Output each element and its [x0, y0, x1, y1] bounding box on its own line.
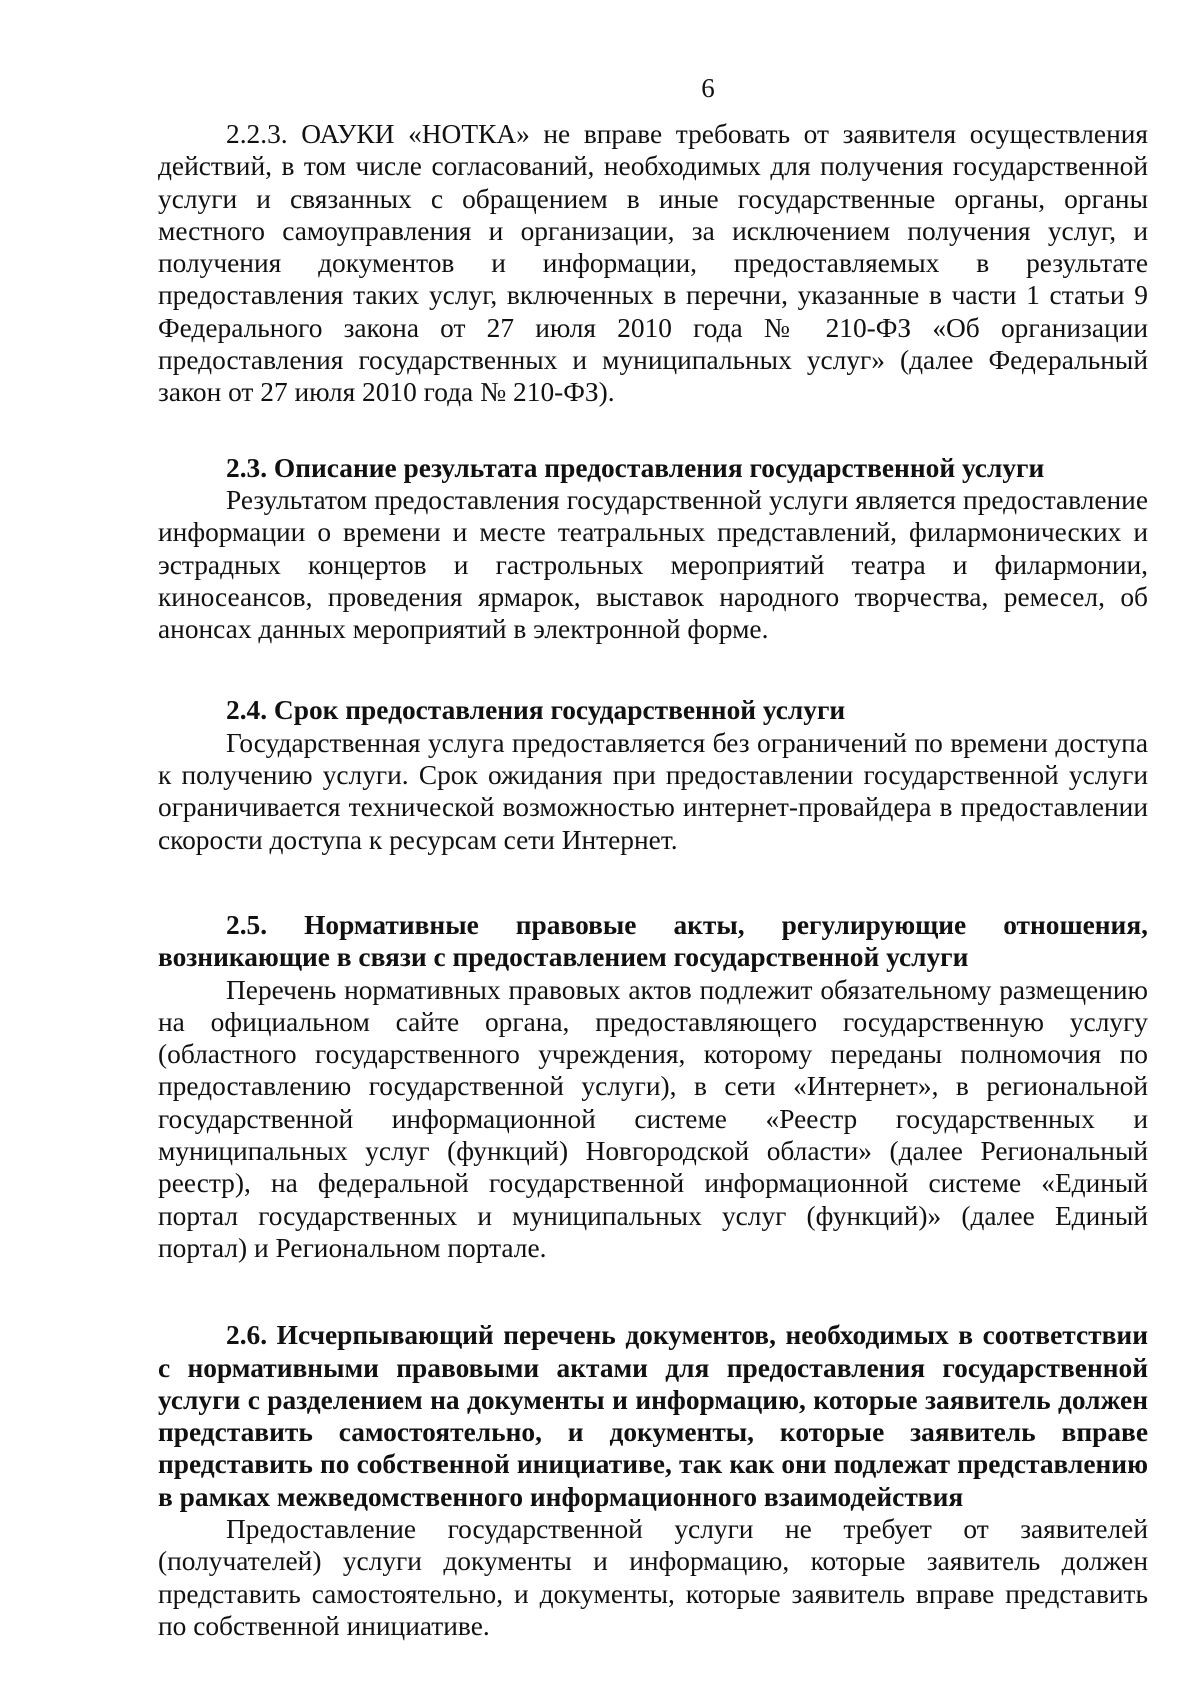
- page-content: [158, 72, 1148, 1642]
- section-2-6: [158, 1286, 1148, 1642]
- section-text-2-3: Результатом предоставления государственной услуги является предоставление информации о времени и месте театральных представлений, филармонических и эстрадных концертов и гастрольных мероприятий театра и филармонии, киносеансов, проведения ярмарок, выставок народного творчества, ремесел, об анонсах данных мероприятий в электронной форме.: [158, 484, 1148, 645]
- paragraph-2-2-3: 2.2.3. ОАУКИ «НОТКА» не вправе требовать от заявителя осуществления действий, в том числе согласований, необходимых для получения государственной услуги и связанных с обращением в иные государственные органы, органы местного самоуправления и организации, за исключением получения услуг, и получения документов и информации, предоставляемых в результате предоставления таких услуг, включенных в перечни, указанные в части 1 статьи 9 Федерального закона от 27 июля 2010 года № 210-ФЗ «Об организации предоставления государственных и муниципальных услуг» (далее Федеральный закон от 27 июля 2010 года № 210-ФЗ).: [158, 119, 1148, 408]
- section-heading-2-3: 2.3. Описание результата предоставления государственной услуги: [226, 452, 1045, 483]
- section-heading-2-5: 2.5. Нормативные правовые акты, регулирующие отношения, возникающие в связи с предоставлением государственной услуги: [158, 909, 1148, 973]
- section-text-2-4: Государственная услуга предоставляется без ограничений по времени доступа к получению услуги. Срок ожидания при предоставлении государственной услуги ограничивается технической возможностью интернет-провайдера в предоставлении скорости доступа к ресурсам сети Интернет.: [158, 727, 1148, 855]
- section-text-2-5: Перечень нормативных правовых актов подлежит обязательному размещению на официальном сайте органа, предоставляющего государственную услугу (областного государственного учреждения, которому переданы полномочия по предоставлению государственной услуги), в сети «Интернет», в региональной государственной информационной системе «Реестр государственных и муниципальных услуг (функций) Новгородской области» (далее Региональный реестр), на федеральной государственной информационной системе «Единый портал государственных и муниципальных услуг (функций)» (далее Единый портал) и Региональном портале.: [158, 974, 1148, 1263]
- section-2-4: [158, 661, 1148, 855]
- section-text-2-6: Предоставление государственной услуги не требует от заявителей (получателей) услуги документы и информацию, которые заявитель должен представить самостоятельно, и документы, которые заявитель вправе представить по собственной инициативе.: [158, 1513, 1148, 1641]
- section-heading-2-4: 2.4. Срок предоставления государственной услуги: [226, 695, 846, 726]
- page-number: 6: [701, 73, 715, 103]
- section-heading-2-6: 2.6. Исчерпывающий перечень документов, необходимых в соответствии с нормативными правовыми актами для предоставления государственной услуги с разделением на документы и информацию, которые заявитель должен представить самостоятельно, и документы, которые заявитель вправе представить по собственной инициативе, так как они подлежат представлению в рамках межведомственного информационного взаимодействия: [158, 1320, 1148, 1512]
- section-2-3: [158, 419, 1148, 646]
- section-2-5: [158, 876, 1148, 1264]
